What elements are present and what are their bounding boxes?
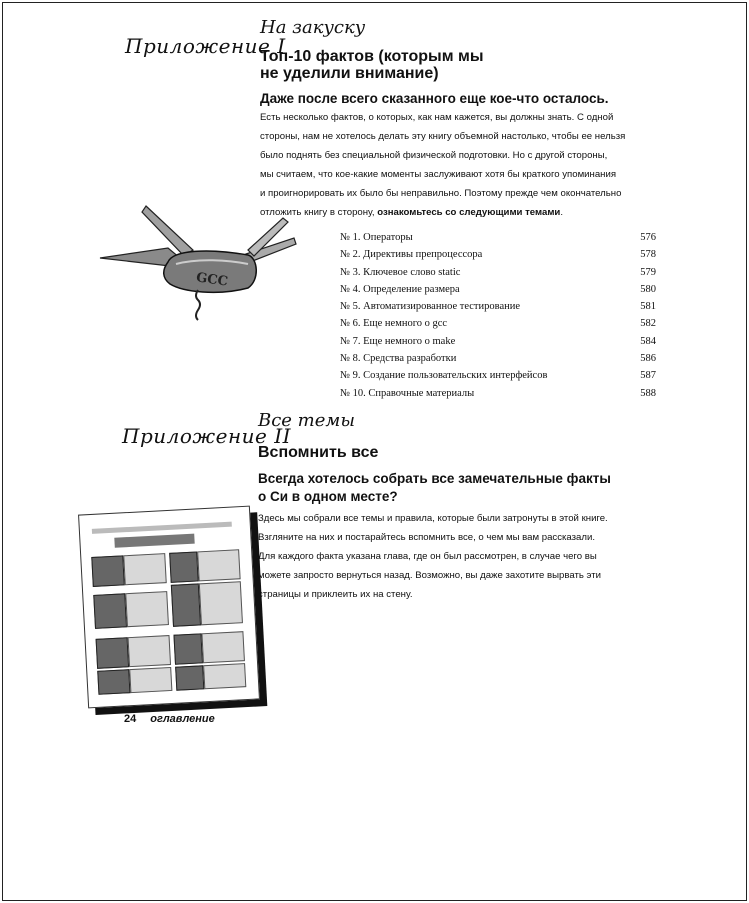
paragraph-line: страницы и приклеить их на стену. xyxy=(258,589,413,600)
section-name: оглавление xyxy=(150,713,215,725)
toc-row[interactable] xyxy=(340,281,656,298)
toc-page: 586 xyxy=(640,353,656,365)
toc-page: 581 xyxy=(640,301,656,313)
toc-row[interactable] xyxy=(340,333,656,350)
thumbnail-note xyxy=(129,667,172,693)
knife-corkscrew xyxy=(196,290,200,320)
appendix1-paragraph xyxy=(260,108,680,222)
paragraph-line: стороны, нам не хотелось делать эту книгу объемной настолько, чтобы ее нельзя xyxy=(260,131,626,142)
toc-row[interactable] xyxy=(340,385,656,402)
toc-page: 578 xyxy=(640,249,656,261)
appendix1-title-line1: Топ-10 фактов (которым мы xyxy=(260,48,484,65)
toc-title: № 5. Автоматизированное тестирование xyxy=(340,301,520,313)
appendix1-title-line2: не уделили внимание) xyxy=(260,65,439,82)
thumbnail-box xyxy=(175,665,204,690)
paragraph-text: отложить книгу в сторону, xyxy=(260,207,378,218)
toc-page: 587 xyxy=(640,370,656,382)
thumbnail-title xyxy=(114,534,194,548)
paragraph-period: . xyxy=(560,207,563,218)
toc-page: 576 xyxy=(640,232,656,243)
thumbnail-note xyxy=(203,663,246,689)
paragraph-line: Здесь мы собрали все темы и правила, которые были затронуты в этой книге. xyxy=(258,513,608,524)
toc-title: № 3. Ключевое слово static xyxy=(340,266,461,278)
toc-title: № 4. Определение размера xyxy=(340,283,460,295)
toc-title: № 7. Еще немного о make xyxy=(340,335,456,347)
knife-logo: GCC xyxy=(195,270,229,290)
toc-row[interactable] xyxy=(340,246,656,263)
appendix2-paragraph xyxy=(258,509,688,604)
paragraph-line: было поднять без специальной физической подготовки. Но с другой стороны, xyxy=(260,150,608,161)
toc-title: № 2. Директивы препроцессора xyxy=(340,249,483,261)
appendix2-kicker: Все темы xyxy=(258,410,355,431)
appendix1-label: Приложение I xyxy=(125,34,286,58)
paragraph-line: Взгляните на них и постарайтесь вспомнить все, о чем мы вам рассказали. xyxy=(258,532,596,543)
appendix2-subtitle-line1: Всегда хотелось собрать все замечательные факты xyxy=(258,471,611,486)
appendix2-subtitle-line2: о Си в одном месте? xyxy=(258,489,398,504)
knife-scissors xyxy=(246,218,296,262)
toc-row[interactable] xyxy=(340,264,656,281)
appendix1-subtitle: Даже после всего сказанного еще кое-что осталось. xyxy=(260,91,609,106)
thumbnail-box xyxy=(96,637,130,669)
thumbnail-note xyxy=(197,549,241,581)
toc-title: № 8. Средства разработки xyxy=(340,353,457,365)
toc-page: 584 xyxy=(640,335,656,347)
toc-title: № 10. Справочные материалы xyxy=(340,387,475,399)
paragraph-line xyxy=(260,203,680,222)
appendix2-label: Приложение II xyxy=(122,424,292,448)
appendix1-kicker: На закуску xyxy=(260,17,366,38)
thumbnail-note xyxy=(199,581,243,625)
toc-title: № 1. Операторы xyxy=(340,232,413,243)
paragraph-line: можете запросто вернуться назад. Возможно, вы даже захотите вырвать эти xyxy=(258,570,601,581)
toc-page: 582 xyxy=(640,318,656,330)
multitool-illustration xyxy=(98,200,303,330)
paragraph-line: и проигнорировать их было бы неправильно. Поэтому прежде чем окончательно xyxy=(260,188,622,199)
thumbnail-box xyxy=(173,633,203,664)
toc-row[interactable] xyxy=(340,229,656,246)
thumbnail-box xyxy=(169,551,199,582)
page-number: 24 xyxy=(124,713,137,725)
thumbnail-box xyxy=(97,669,130,695)
appendix1-toc xyxy=(340,229,656,402)
thumbnail-note xyxy=(123,553,167,585)
page-footer xyxy=(124,713,215,725)
toc-page: 588 xyxy=(640,387,656,399)
thumbnail-box xyxy=(91,555,125,587)
thumbnail-note xyxy=(201,631,245,663)
thumbnail-box xyxy=(93,593,127,629)
paragraph-line: Есть несколько фактов, о которых, как нам кажется, вы должны знать. С одной xyxy=(260,112,614,123)
toc-row[interactable] xyxy=(340,367,656,384)
thumbnail-note xyxy=(128,635,172,667)
toc-page: 579 xyxy=(640,266,656,278)
appendix1-title xyxy=(260,48,483,82)
toc-title: № 9. Создание пользовательских интерфейсов xyxy=(340,370,548,382)
toc-page: 580 xyxy=(640,283,656,295)
page-thumbnail xyxy=(78,506,260,709)
toc-row[interactable] xyxy=(340,315,656,332)
appendix2-title: Вспомнить все xyxy=(258,444,379,461)
toc-row[interactable] xyxy=(340,350,656,367)
thumbnail-header xyxy=(92,522,232,534)
paragraph-line: мы считаем, что кое-какие моменты заслуживают хотя бы краткого упоминания xyxy=(260,169,617,180)
thumbnail-note xyxy=(125,591,169,627)
toc-title: № 6. Еще немного о gcc xyxy=(340,318,448,330)
paragraph-line: Для каждого факта указана глава, где он был рассмотрен, в случае чего вы xyxy=(258,551,597,562)
paragraph-emphasis: ознакомьтесь со следующими темами xyxy=(377,207,561,218)
thumbnail-box xyxy=(171,583,201,626)
toc-row[interactable] xyxy=(340,298,656,315)
appendix2-subtitle xyxy=(258,470,611,506)
